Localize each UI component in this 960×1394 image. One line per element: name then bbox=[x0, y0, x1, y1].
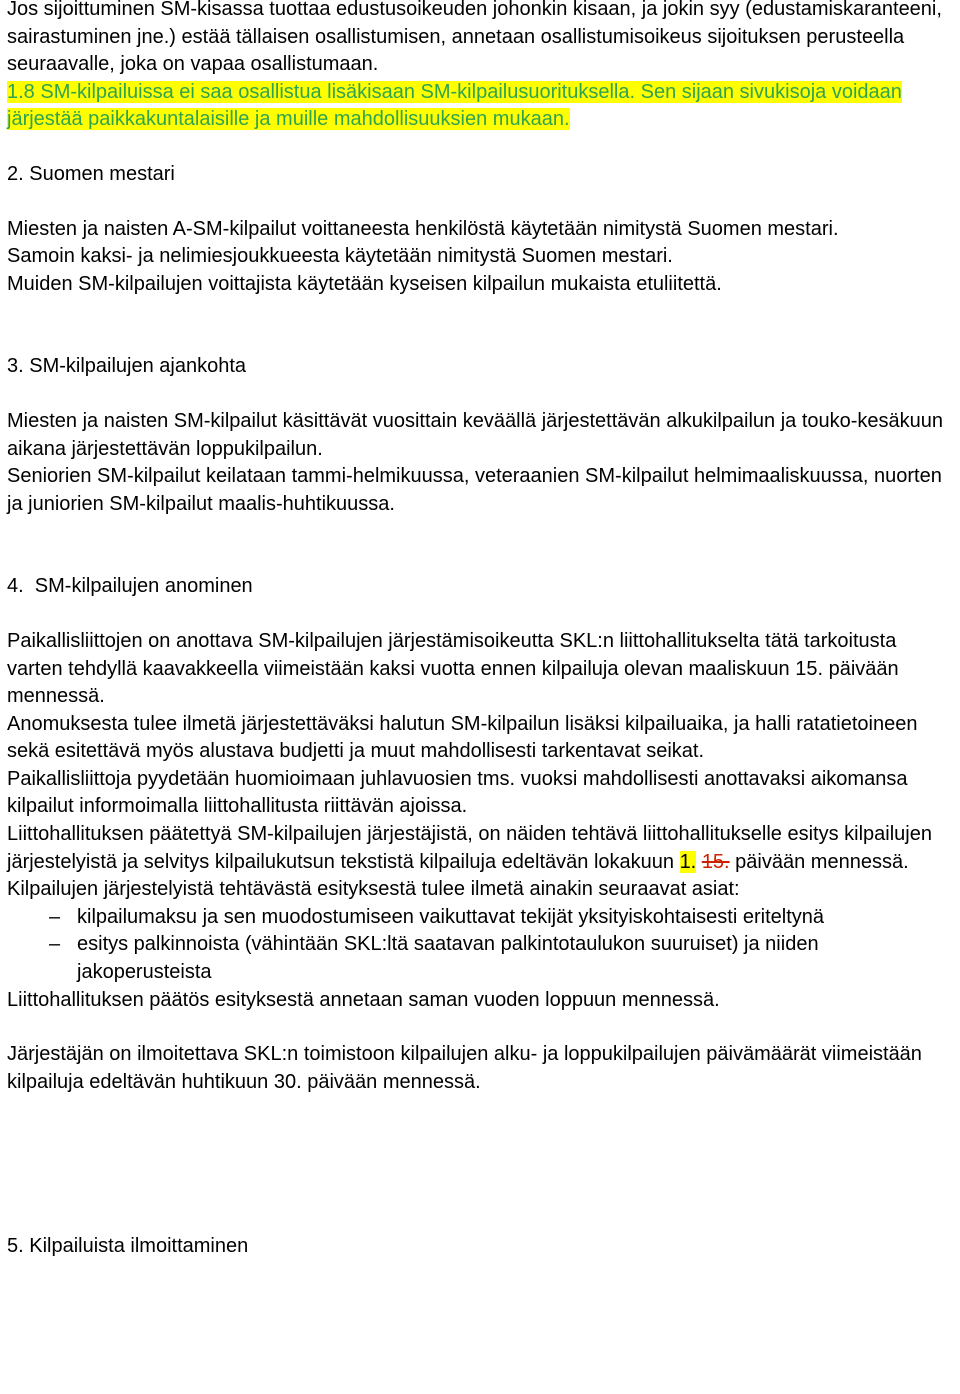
highlighted-rule-text: 1.8 SM-kilpailuissa ei saa osallistua lisäkisaan SM-kilpailusuorituksella. Sen sijaan sivukisoja voidaan järjestää paikkakuntalaisille ja muille mahdollisuuksien mukaan. bbox=[7, 80, 902, 131]
section-2-heading: 2. Suomen mestari bbox=[7, 162, 175, 185]
list-item bbox=[49, 904, 957, 932]
section-4-paragraph-5: Kilpailujen järjestelyistä tehtävästä esityksestä tulee ilmetä ainakin seuraavat asiat: bbox=[7, 878, 740, 901]
requirements-list bbox=[7, 904, 957, 987]
inserted-date: 1. bbox=[679, 850, 697, 873]
document-page bbox=[7, 0, 957, 1261]
intro-paragraph: Jos sijoittuminen SM-kisassa tuottaa edustusoikeuden johonkin kisaan, ja jokin syy (edustamiskaranteeni, sairastuminen jne.) estää tällaisen osallistumisen, annetaan osallistumisoikeus sijoituksen perusteella seuraavalle, joka on vapaa osallistumaan. bbox=[7, 0, 942, 76]
list-item-text: kilpailumaksu ja sen muodostumiseen vaikuttavat tekijät yksityiskohtaisesti eriteltynä bbox=[77, 905, 825, 928]
section-5-heading: 5. Kilpailuista ilmoittaminen bbox=[7, 1235, 249, 1258]
section-4-paragraph-3: Paikallisliittoja pyydetään huomioimaan juhlavuosien tms. vuoksi mahdollisesti anottavaksi aikomansa kilpailut informoimalla liittohallitusta riittävän ajoissa. bbox=[7, 767, 908, 818]
list-item-text: esitys palkinnoista (vähintään SKL:ltä saatavan palkintotaulukon suuruiset) ja niiden jakoperusteista bbox=[77, 933, 819, 984]
paragraph-4-text-a: Liittohallituksen päätettyä SM-kilpailujen järjestäjistä, on näiden tehtävä liittohallitukselle esitys kilpailujen järjestelyistä ja selvitys kilpailukutsun tekstistä kilpailuja edeltävän lokakuun bbox=[7, 823, 932, 873]
highlighted-rule bbox=[7, 79, 957, 134]
section-4-paragraph-6: Liittohallituksen päätös esityksestä annetaan saman vuoden loppuun mennessä. bbox=[7, 988, 720, 1011]
section-3-paragraph-2: Seniorien SM-kilpailut keilataan tammi-helmikuussa, veteraanien SM-kilpailut helmimaaliskuussa, nuorten ja juniorien SM-kilpailut maalis-huhtikuussa. bbox=[7, 465, 942, 515]
section-2-paragraph-2: Samoin kaksi- ja nelimiesjoukkueesta käytetään nimitystä Suomen mestari. bbox=[7, 245, 673, 268]
dash-bullet: – bbox=[49, 933, 61, 956]
section-2-paragraph-3: Muiden SM-kilpailujen voittajista käytetään kyseisen kilpailun mukaista etuliitettä. bbox=[7, 272, 722, 295]
deleted-date: 15. bbox=[701, 850, 730, 873]
section-4-paragraph-1: Paikallisliittojen on anottava SM-kilpailujen järjestämisoikeutta SKL:n liittohallitukselta tätä tarkoitusta varten tehdyllä kaavakkeella viimeistään kaksi vuotta ennen kilpailuja olevan maaliskuun 15. päivään mennessä. bbox=[7, 629, 899, 708]
list-item bbox=[49, 931, 957, 986]
paragraph-4-text-b: päivään mennessä. bbox=[729, 850, 909, 873]
section-4-paragraph-2: Anomuksesta tulee ilmetä järjestettäväksi halutun SM-kilpailun lisäksi kilpailuaika, ja halli ratatietoineen sekä esitettävä myös alustava budjetti ja muut mahdollisesti tarkentavat seikat. bbox=[7, 712, 918, 763]
section-4-paragraph-7: Järjestäjän on ilmoitettava SKL:n toimistoon kilpailujen alku- ja loppukilpailujen päivämäärät viimeistään kilpailuja edeltävän huhtikuun 30. päivään mennessä. bbox=[7, 1043, 922, 1093]
section-2-paragraph-1: Miesten ja naisten A-SM-kilpailut voittaneesta henkilöstä käytetään nimitystä Suomen mestari. bbox=[7, 217, 839, 240]
dash-bullet: – bbox=[49, 905, 61, 928]
section-4-heading: 4. SM-kilpailujen anominen bbox=[7, 575, 253, 598]
section-3-paragraph-1: Miesten ja naisten SM-kilpailut käsittävät vuosittain keväällä järjestettävän alkukilpailun ja touko-kesäkuun aikana järjestettävän loppukilpailun. bbox=[7, 409, 944, 460]
section-3-heading: 3. SM-kilpailujen ajankohta bbox=[7, 355, 247, 378]
section-4-paragraph-4 bbox=[7, 821, 957, 876]
